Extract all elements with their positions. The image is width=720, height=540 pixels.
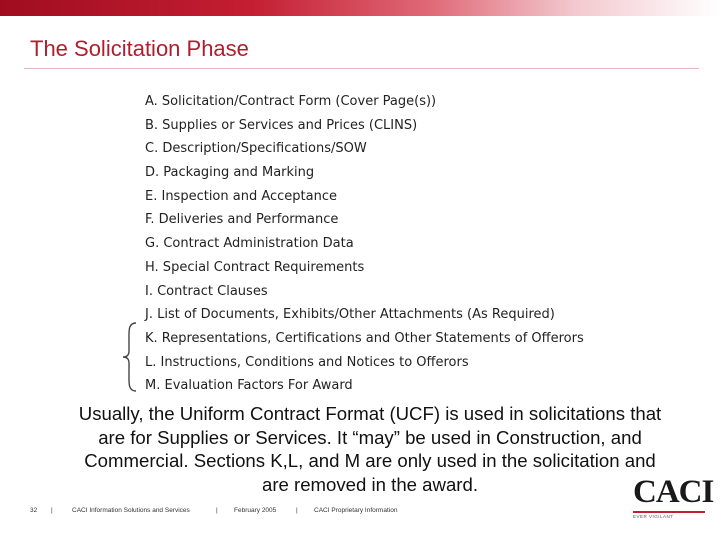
ucf-section-list	[145, 90, 584, 398]
footer-company: CACI Information Solutions and Services	[72, 507, 190, 514]
footer-date: February 2005	[234, 507, 277, 514]
section-item-e: E. Inspection and Acceptance	[145, 188, 338, 204]
slide-title: The Solicitation Phase	[30, 36, 249, 61]
section-item-c: C. Description/Specifications/SOW	[145, 141, 367, 157]
footer-separator: |	[51, 507, 53, 514]
logo-wordmark: CACI	[633, 474, 714, 510]
left-brace-icon	[118, 321, 140, 393]
section-item-h: H. Special Contract Requirements	[145, 259, 365, 275]
footer-separator: |	[216, 507, 218, 514]
top-accent-bar	[0, 0, 720, 16]
footer-classification: CACI Proprietary Information	[314, 507, 398, 514]
footer-separator: |	[296, 507, 298, 514]
section-item-j: J. List of Documents, Exhibits/Other Attachments (As Required)	[145, 307, 555, 323]
section-item-d: D. Packaging and Marking	[145, 165, 315, 181]
section-item-f: F. Deliveries and Performance	[145, 212, 339, 228]
section-item-m: M. Evaluation Factors For Award	[145, 378, 353, 394]
logo-underline	[633, 511, 705, 513]
caci-logo	[633, 474, 714, 524]
section-item-g: G. Contract Administration Data	[145, 236, 354, 252]
logo-tagline: EVER VIGILANT	[633, 514, 674, 519]
section-item-l: L. Instructions, Conditions and Notices to Offerors	[145, 354, 469, 370]
section-item-i: I. Contract Clauses	[145, 283, 268, 299]
section-item-b: B. Supplies or Services and Prices (CLINS)	[145, 117, 418, 133]
title-divider	[24, 68, 699, 69]
section-item-k: K. Representations, Certifications and Other Statements of Offerors	[145, 330, 584, 346]
page-number: 32	[30, 507, 38, 514]
ucf-usage-note: Usually, the Uniform Contract Format (UCF) is used in solicitations that are for Supplies or Services. It “may” be used in Construction, and Commercial. Sections K,L, and M are only used in the solicitation and are removed in the award.	[78, 403, 662, 495]
section-item-a: A. Solicitation/Contract Form (Cover Page(s))	[145, 94, 437, 109]
